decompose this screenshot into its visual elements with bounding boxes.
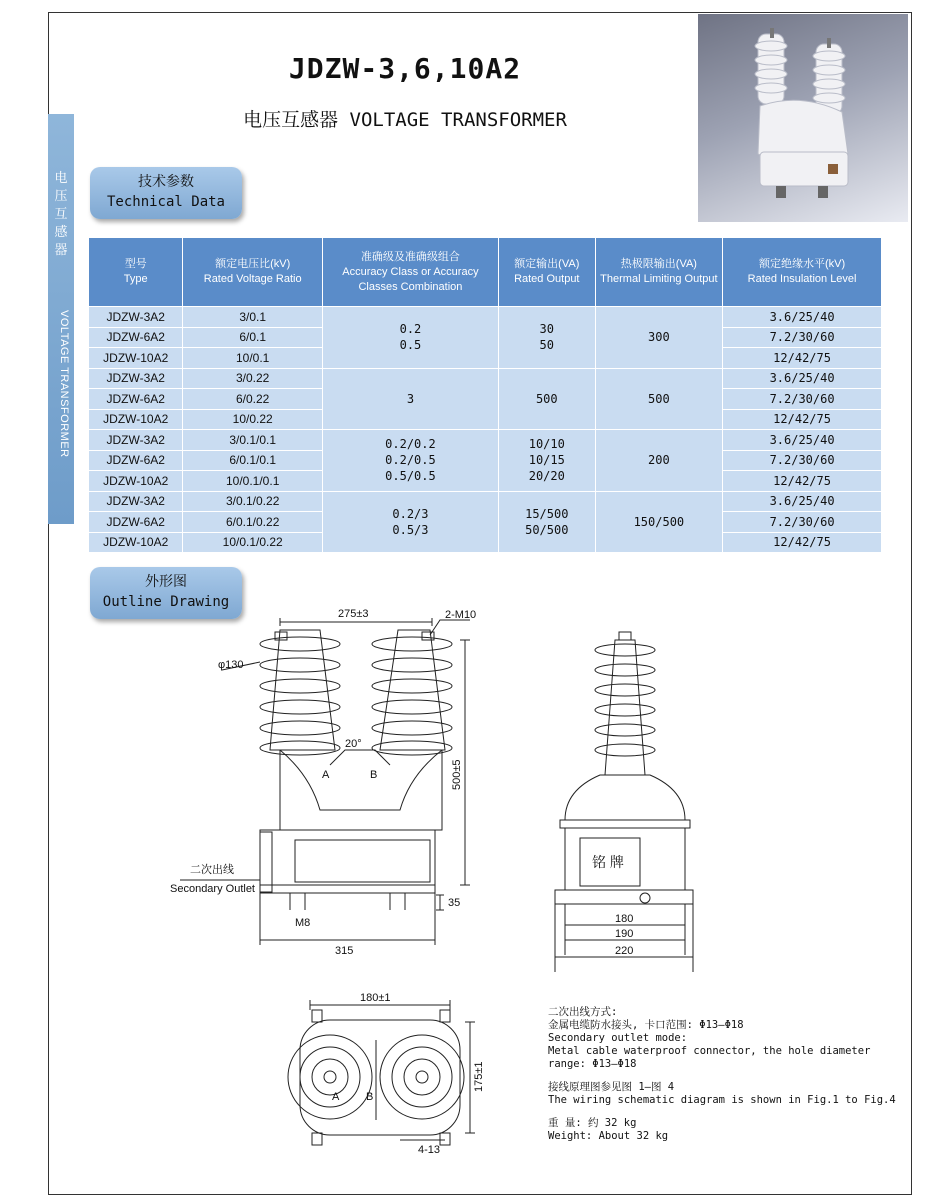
cell-type: JDZW-6A2 [89, 450, 183, 471]
cell-ratio: 3/0.1/0.1 [183, 430, 322, 451]
note-weight-en: Weight: About 32 kg [548, 1130, 669, 1142]
top-dim-width: 180±1 [360, 992, 391, 1004]
label-a: A [322, 769, 330, 781]
cell-insulation: 7.2/30/60 [723, 512, 882, 533]
dim-top: 275±3 [338, 608, 369, 620]
table-header-row: 型号 Type 额定电压比(kV) Rated Voltage Ratio 准确级及准确级组合 Accuracy Class or Accuracy Classes Combination 额定输出(VA) Rated Output 热极限输出(VA) Thermal Limiting Output 额定绝缘水平(kV) Rated Insulation Level [89, 238, 882, 307]
technical-data-table [88, 237, 882, 553]
cell-accuracy: 0.2 0.5 [322, 307, 498, 369]
cell-thermal: 150/500 [595, 491, 723, 553]
voltage-transformer-photo [698, 14, 908, 222]
cell-insulation: 7.2/30/60 [723, 450, 882, 471]
dim-angle: 20° [345, 738, 362, 750]
secondary-outlet-en: Secondary Outlet [170, 883, 255, 895]
dim-diameter: φ130 [218, 659, 244, 671]
cell-type: JDZW-6A2 [89, 512, 183, 533]
note-wiring-en: The wiring schematic diagram is shown in Fig.1 to Fig.4 [548, 1094, 896, 1106]
cell-accuracy: 3 [322, 368, 498, 430]
secondary-outlet-cn: 二次出线 [190, 864, 234, 876]
cell-insulation: 12/42/75 [723, 409, 882, 430]
cell-output: 10/10 10/15 20/20 [498, 430, 595, 492]
cell-type: JDZW-10A2 [89, 532, 183, 553]
side-tab-en: VOLTAGE TRANSFORMER [58, 310, 70, 458]
cell-type: JDZW-10A2 [89, 348, 183, 369]
cell-insulation: 12/42/75 [723, 471, 882, 492]
dim-width: 315 [335, 945, 354, 957]
note-outlet-cn1: 二次出线方式: [548, 1006, 618, 1018]
cell-type: JDZW-3A2 [89, 368, 183, 389]
page-title: JDZW-3,6,10A2 [288, 52, 522, 85]
table-row [89, 430, 882, 451]
cell-insulation: 12/42/75 [723, 532, 882, 553]
table-row [89, 368, 882, 389]
note-outlet-en2: Metal cable waterproof connector, the hole diameter [548, 1045, 871, 1057]
cell-thermal: 300 [595, 307, 723, 369]
cell-type: JDZW-3A2 [89, 491, 183, 512]
cell-type: JDZW-6A2 [89, 389, 183, 410]
page-subtitle: 电压互感器 VOLTAGE TRANSFORMER [243, 109, 567, 131]
cell-insulation: 7.2/30/60 [723, 389, 882, 410]
cell-output: 500 [498, 368, 595, 430]
cell-ratio: 3/0.1/0.22 [183, 491, 322, 512]
top-dim-height: 175±1 [473, 1061, 485, 1092]
note-weight-cn: 重 量: 约 32 kg [548, 1117, 637, 1129]
nameplate-label: 铭 牌 [592, 854, 624, 870]
cell-ratio: 10/0.1/0.22 [183, 532, 322, 553]
cell-ratio: 3/0.22 [183, 368, 322, 389]
side-tab-cn: 电 压 互 感 器 [54, 171, 68, 258]
cell-type: JDZW-6A2 [89, 327, 183, 348]
cell-accuracy: 0.2/0.2 0.2/0.5 0.5/0.5 [322, 430, 498, 492]
cell-insulation: 3.6/25/40 [723, 307, 882, 328]
cell-ratio: 6/0.22 [183, 389, 322, 410]
cell-type: JDZW-10A2 [89, 409, 183, 430]
cell-ratio: 10/0.1 [183, 348, 322, 369]
cell-insulation: 3.6/25/40 [723, 430, 882, 451]
section-badge-technical-data: 技术参数 Technical Data [90, 167, 242, 219]
cell-accuracy: 0.2/3 0.5/3 [322, 491, 498, 553]
cell-insulation: 7.2/30/60 [723, 327, 882, 348]
dim-foot: 35 [448, 897, 461, 909]
note-outlet-en3: range: Φ13—Φ18 [548, 1058, 637, 1070]
dim-height: 500±5 [451, 759, 463, 790]
note-outlet-cn2: 金属电缆防水接头, 卡口范围: Φ13—Φ18 [548, 1019, 744, 1031]
note-wiring-cn: 接线原理图参见图 1—图 4 [548, 1081, 675, 1093]
note-outlet-en1: Secondary outlet mode: [548, 1032, 688, 1044]
top-label-a: A [332, 1091, 340, 1103]
cell-ratio: 10/0.1/0.1 [183, 471, 322, 492]
side-dim-220: 220 [615, 945, 634, 957]
cell-thermal: 200 [595, 430, 723, 492]
cell-output: 30 50 [498, 307, 595, 369]
top-label-b: B [366, 1091, 374, 1103]
cell-ratio: 6/0.1/0.22 [183, 512, 322, 533]
cell-output: 15/500 50/500 [498, 491, 595, 553]
table-row [89, 491, 882, 512]
cell-type: JDZW-3A2 [89, 430, 183, 451]
cell-insulation: 3.6/25/40 [723, 491, 882, 512]
cell-insulation: 3.6/25/40 [723, 368, 882, 389]
dim-bolt: 2-M10 [445, 609, 477, 621]
label-b: B [370, 769, 378, 781]
side-dim-190: 190 [615, 928, 634, 940]
cell-type: JDZW-3A2 [89, 307, 183, 328]
cell-thermal: 500 [595, 368, 723, 430]
table-row [89, 307, 882, 328]
cell-ratio: 10/0.22 [183, 409, 322, 430]
top-dim-slot: 4-13 [418, 1144, 441, 1156]
side-dim-180: 180 [615, 913, 634, 925]
cell-ratio: 6/0.1 [183, 327, 322, 348]
top-view [288, 1000, 475, 1145]
cell-ratio: 3/0.1 [183, 307, 322, 328]
ground-label: M8 [295, 917, 311, 929]
cell-type: JDZW-10A2 [89, 471, 183, 492]
section-badge-outline-drawing: 外形图 Outline Drawing [90, 567, 242, 619]
cell-insulation: 12/42/75 [723, 348, 882, 369]
cell-ratio: 6/0.1/0.1 [183, 450, 322, 471]
notes-block [548, 996, 896, 1153]
